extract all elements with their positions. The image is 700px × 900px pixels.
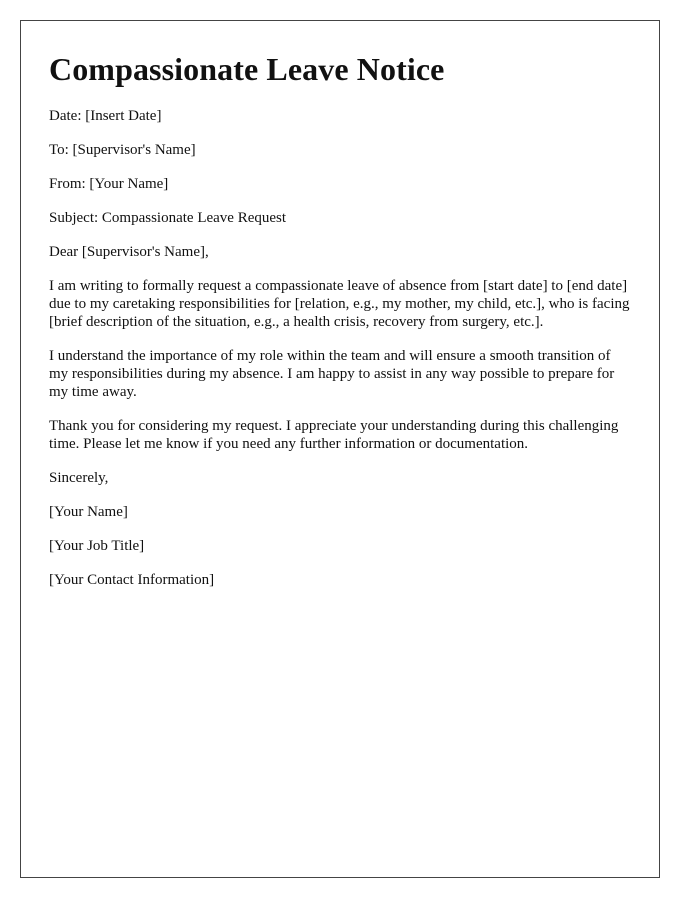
closing: Sincerely, — [49, 470, 109, 486]
signature-job-title: [Your Job Title] — [49, 538, 145, 554]
body-paragraph-3: Thank you for considering my request. I appreciate your understanding during this challenging time. Please let me know if you need any further information or documentation. — [49, 418, 619, 452]
salutation: Dear [Supervisor's Name], — [49, 244, 209, 260]
to-line: To: [Supervisor's Name] — [49, 142, 196, 158]
body-paragraph-2: I understand the importance of my role within the team and will ensure a smooth transition of my responsibilities during my absence. I am happy to assist in any way possible to prepare for my time away. — [49, 348, 615, 400]
signature-name: [Your Name] — [49, 504, 128, 520]
subject-line: Subject: Compassionate Leave Request — [49, 210, 287, 226]
document-title: Compassionate Leave Notice — [49, 51, 445, 87]
date-line: Date: [Insert Date] — [49, 108, 162, 124]
letter-page — [20, 20, 660, 878]
signature-contact: [Your Contact Information] — [49, 572, 215, 588]
from-line: From: [Your Name] — [49, 176, 169, 192]
body-paragraph-1: I am writing to formally request a compassionate leave of absence from [start date] to [end date] due to my caretaking responsibilities for [relation, e.g., my mother, my child, etc.], who is facing [brief description of the situation, e.g., a health crisis, recovery from surgery, etc.]. — [49, 278, 630, 330]
